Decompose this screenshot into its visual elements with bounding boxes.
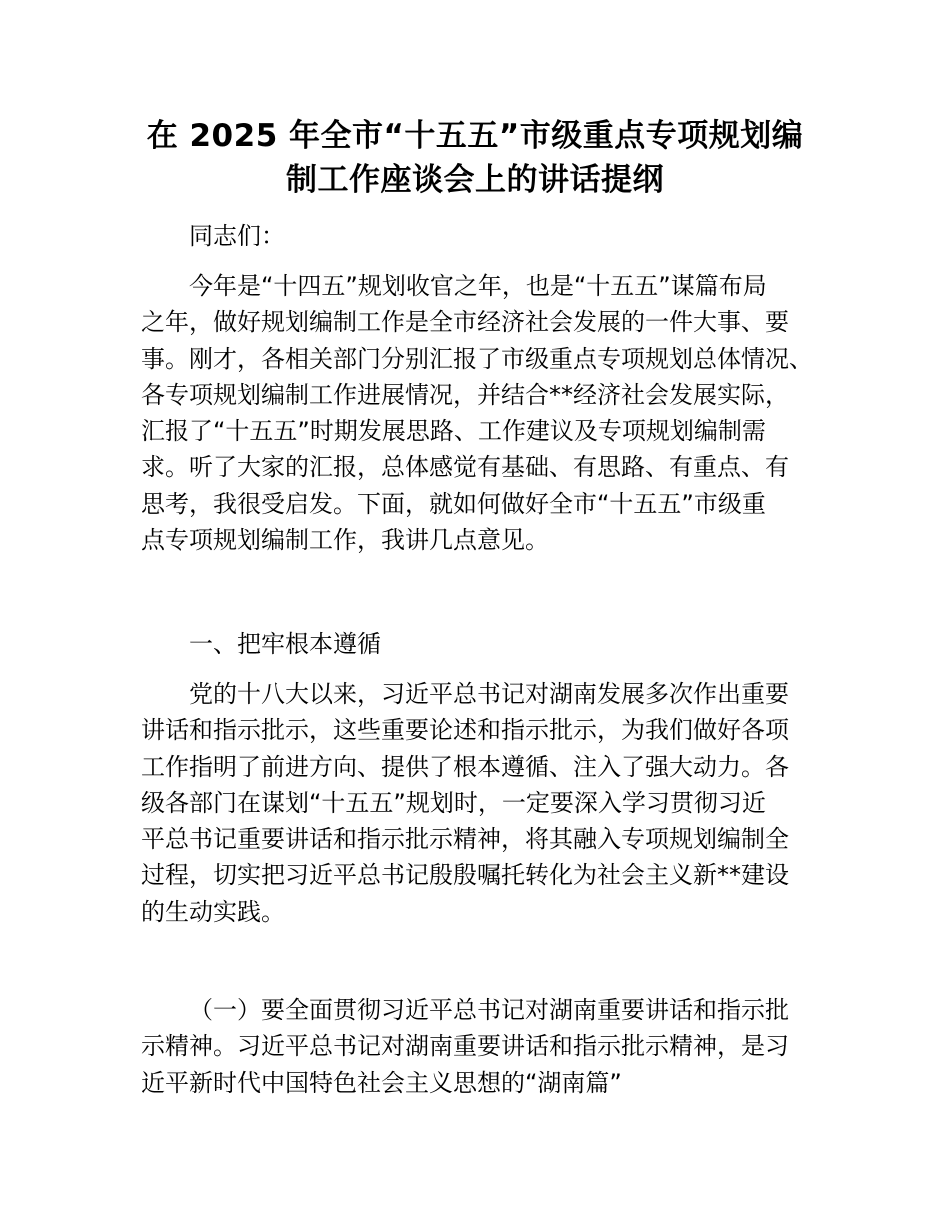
subsection1-paragraph — [141, 992, 821, 1101]
paragraph-line: 思考，我很受启发。下面，就如何做好全市“十五五”市级重 — [141, 489, 766, 518]
paragraph-line: 级各部门在谋划“十五五”规划时，一定要深入学习贯彻习近 — [141, 788, 766, 817]
paragraph-line: 工作指明了前进方向、提供了根本遵循、注入了强大动力。各 — [141, 752, 789, 781]
salutation-paragraph — [141, 218, 821, 254]
paragraph-line: 过程，切实把习近平总书记殷殷嘱托转化为社会主义新**建设 — [141, 861, 789, 890]
paragraph-line: （一）要全面贯彻习近平总书记对湖南重要讲话和指示批 — [189, 996, 789, 1024]
salutation: 同志们： — [189, 222, 285, 250]
section-heading-paragraph — [141, 626, 821, 662]
section1-paragraph — [141, 676, 821, 930]
paragraph-line: 平总书记重要讲话和指示批示精神，将其融入专项规划编制全 — [141, 825, 789, 854]
paragraph-line: 之年，做好规划编制工作是全市经济社会发展的一件大事、要 — [141, 308, 789, 337]
paragraph-line: 的生动实践。 — [141, 897, 285, 926]
paragraph-line: 求。听了大家的汇报，总体感觉有基础、有思路、有重点、有 — [141, 453, 789, 482]
paragraph-line: 点专项规划编制工作，我讲几点意见。 — [141, 526, 549, 555]
paragraph-line: 事。刚才，各相关部门分别汇报了市级重点专项规划总体情况、 — [141, 344, 813, 373]
document-title-line-2: 制工作座谈会上的讲话提纲 — [286, 162, 664, 198]
document-title-line-1: 在 2025 年全市“十五五”市级重点专项规划编 — [146, 118, 804, 154]
paragraph-line: 示精神。习近平总书记对湖南重要讲话和指示批示精神，是习 — [141, 1032, 789, 1061]
paragraph-line: 今年是“十四五”规划收官之年，也是“十五五”谋篇布局 — [189, 272, 767, 300]
paragraph-line: 汇报了“十五五”时期发展思路、工作建议及专项规划编制需 — [141, 417, 766, 446]
paragraph-line: 党的十八大以来，习近平总书记对湖南发展多次作出重要 — [189, 680, 789, 708]
paragraph-line: 讲话和指示批示，这些重要论述和指示批示，为我们做好各项 — [141, 716, 789, 745]
paragraph-line: 各专项规划编制工作进展情况，并结合**经济社会发展实际， — [141, 380, 789, 409]
section-heading: 一、把牢根本遵循 — [189, 630, 381, 658]
intro-paragraph — [141, 268, 821, 558]
paragraph-line: 近平新时代中国特色社会主义思想的“湖南篇” — [141, 1068, 622, 1097]
